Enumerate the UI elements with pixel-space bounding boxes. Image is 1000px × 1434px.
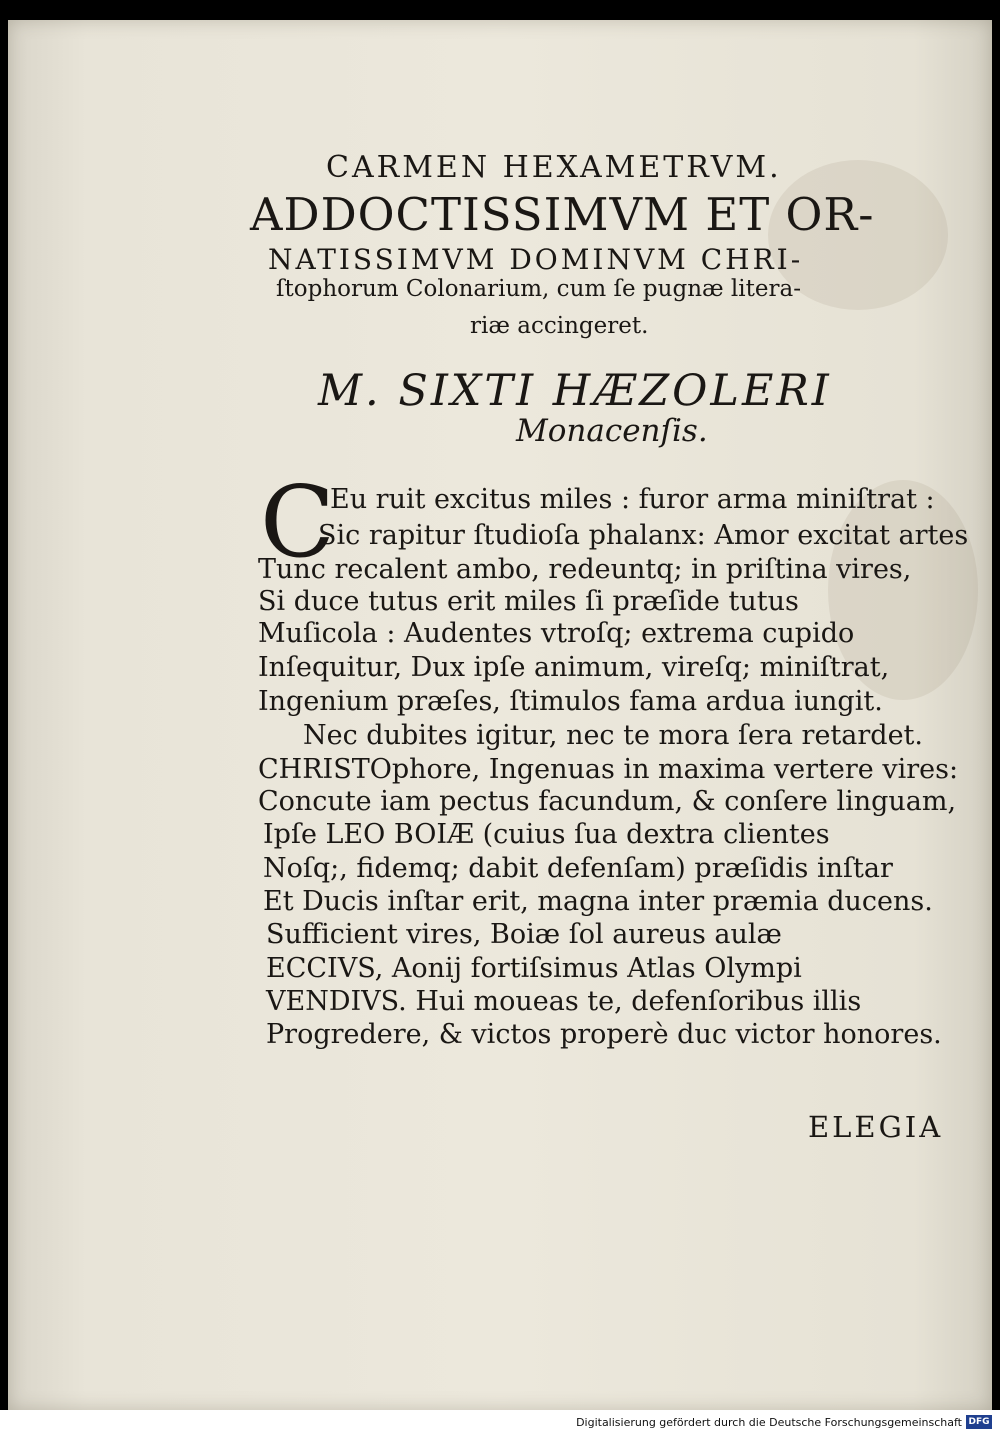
author-origin: Monacenſis. [516, 413, 708, 449]
verse-line: Noſq;, fidemq; dabit defenſam) præſidis inſtar [263, 853, 893, 884]
verse-line: Et Ducis inſtar erit, magna inter præmia ducens. [263, 886, 933, 917]
title-line-4: ſtophorum Colonarium, cum ſe pugnæ litera- [276, 276, 801, 302]
verse-line: Sic rapitur ſtudioſa phalanx: Amor excitat artes [318, 520, 969, 551]
title-line-1: CARMEN HEXAMETRVM. [326, 150, 782, 185]
author-name: M. SIXTI HÆZOLERI [318, 366, 832, 416]
book-page [8, 20, 992, 1410]
title-line-3: NATISSIMVM DOMINVM CHRI- [268, 243, 804, 276]
title-line-5: riæ accingeret. [470, 313, 649, 339]
drop-cap: C [260, 466, 335, 580]
verse-line: Nec dubites igitur, nec te mora ſera retardet. [303, 720, 923, 751]
verse-line: Ipſe LEO BOIÆ (cuius ſua dextra clientes [263, 819, 830, 850]
verse-line: Progredere, & victos properè duc victor honores. [266, 1019, 942, 1050]
verse-line: Inſequitur, Dux ipſe animum, vireſq; miniſtrat, [258, 652, 890, 683]
dfg-logo-icon: DFG [966, 1415, 992, 1429]
footer-strip [0, 1410, 1000, 1434]
catchword: ELEGIA [808, 1110, 944, 1144]
verse-line: VENDIVS. Hui moueas te, defenſoribus illis [266, 986, 862, 1017]
verse-line: Ingenium præſes, ſtimulos fama ardua iungit. [258, 686, 883, 717]
verse-line: Sufficient vires, Boiæ ſol aureus aulæ [266, 919, 782, 950]
title-line-2: ADDOCTISSIMVM ET OR- [250, 188, 875, 241]
verse-line: CHRISTOphore, Ingenuas in maxima vertere vires: [258, 754, 959, 785]
verse-line: Muſicola : Audentes vtroſq; extrema cupido [258, 618, 855, 649]
verse-line: Si duce tutus erit miles ſi præſide tutus [258, 586, 799, 617]
verse-line: Eu ruit excitus miles : furor arma miniſtrat : [330, 484, 935, 515]
verse-line: ECCIVS, Aonij fortiſsimus Atlas Olympi [266, 953, 802, 984]
verse-line: Concute iam pectus facundum, & conſere linguam, [258, 786, 957, 817]
footer-credit: Digitalisierung gefördert durch die Deutsche Forschungsgemeinschaft [576, 1416, 962, 1429]
verse-line: Tunc recalent ambo, redeuntq; in priſtina vires, [258, 554, 912, 585]
